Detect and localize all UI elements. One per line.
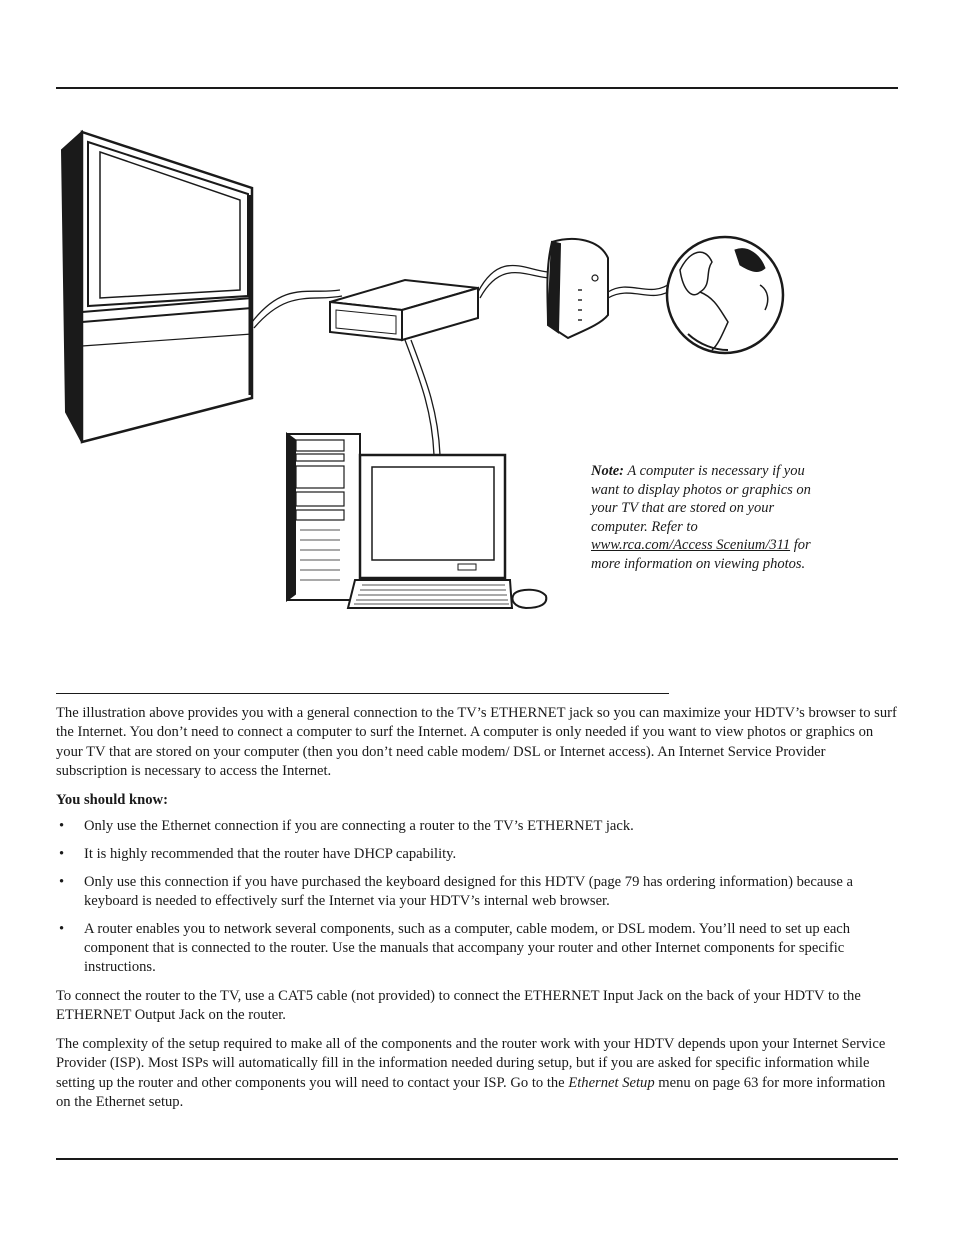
computer-tower-icon (287, 434, 360, 600)
bullet-text: A router enables you to network several components, such as a computer, cable modem, or DSL modem. You’ll need to set up each component that is connected to the router. Use the manuals that accompany your router and other Internet components for specific instructions. (84, 920, 851, 976)
note-text (591, 462, 816, 573)
note-body-end: for more information on viewing photos. (591, 537, 811, 572)
you-should-know-heading: You should know: (56, 791, 168, 808)
bullet-icon: • (59, 817, 65, 834)
ethernet-setup-menu-ref: Ethernet Setup (568, 1074, 655, 1091)
intro-paragraph: The illustration above provides you with a general connection to the TV’s ETHERNET jack so you can maximize your HDTV’s browser to surf the Internet. You don’t need to connect a computer to surf the Internet. A computer is only needed if you want to view photos or graphics on your TV that are stored on your computer (then you don’t need cable modem/ DSL or Internet access). An Internet Service Provider subscription is necessary to access the Internet. (56, 705, 897, 779)
keyboard-icon (348, 580, 512, 608)
cat5-paragraph: To connect the router to the TV, use a CAT5 cable (not provided) to connect the ETHERNET Input Jack on the back of your HDTV to the ETHERNET Output Jack on the router. (56, 988, 861, 1024)
bullet-text: Only use this connection if you have purchased the keyboard designed for this HDTV (page 79 has ordering information) because a keyboard is needed to effectively surf the Internet via your HDTV’s internal web browser. (84, 873, 853, 909)
note-body: A computer is necessary if you want to display photos or graphics on your TV that are stored on your computer. Refer to (591, 463, 811, 535)
bullet-icon: • (59, 845, 65, 862)
note-label: Note: (591, 463, 625, 479)
bullet-item (56, 845, 898, 864)
modem-icon (547, 239, 608, 338)
note-link[interactable]: www.rca.com/Access Scenium/311 (591, 537, 791, 553)
globe-icon (667, 237, 783, 353)
bullet-text: It is highly recommended that the router have DHCP capability. (84, 845, 457, 862)
isp-paragraph (56, 1035, 898, 1112)
tv-icon (62, 132, 252, 442)
isp-text: The complexity of the setup required to make all of the components and the router work with your HDTV depends upon your Internet Service Provider (ISP). Most ISPs will automatically fill in the information needed during setup, but if you are asked for specific information while setting up the router and other components you will need to contact your ISP. Go to the (56, 1036, 886, 1091)
bullet-item (56, 920, 898, 978)
monitor-icon (360, 455, 505, 578)
router-icon (330, 280, 478, 340)
body-text (56, 704, 898, 1122)
bullet-icon: • (59, 920, 65, 937)
bullet-item (56, 817, 898, 836)
bullet-text: Only use the Ethernet connection if you are connecting a router to the TV’s ETHERNET jack. (84, 817, 634, 834)
bullet-icon: • (59, 873, 65, 890)
bottom-rule (56, 1158, 898, 1160)
mouse-icon (513, 590, 547, 608)
section-rule (56, 693, 669, 694)
bullet-item (56, 873, 898, 912)
bullet-list (56, 817, 898, 978)
isp-text-end: menu on page 63 for more information on the Ethernet setup. (56, 1074, 886, 1111)
